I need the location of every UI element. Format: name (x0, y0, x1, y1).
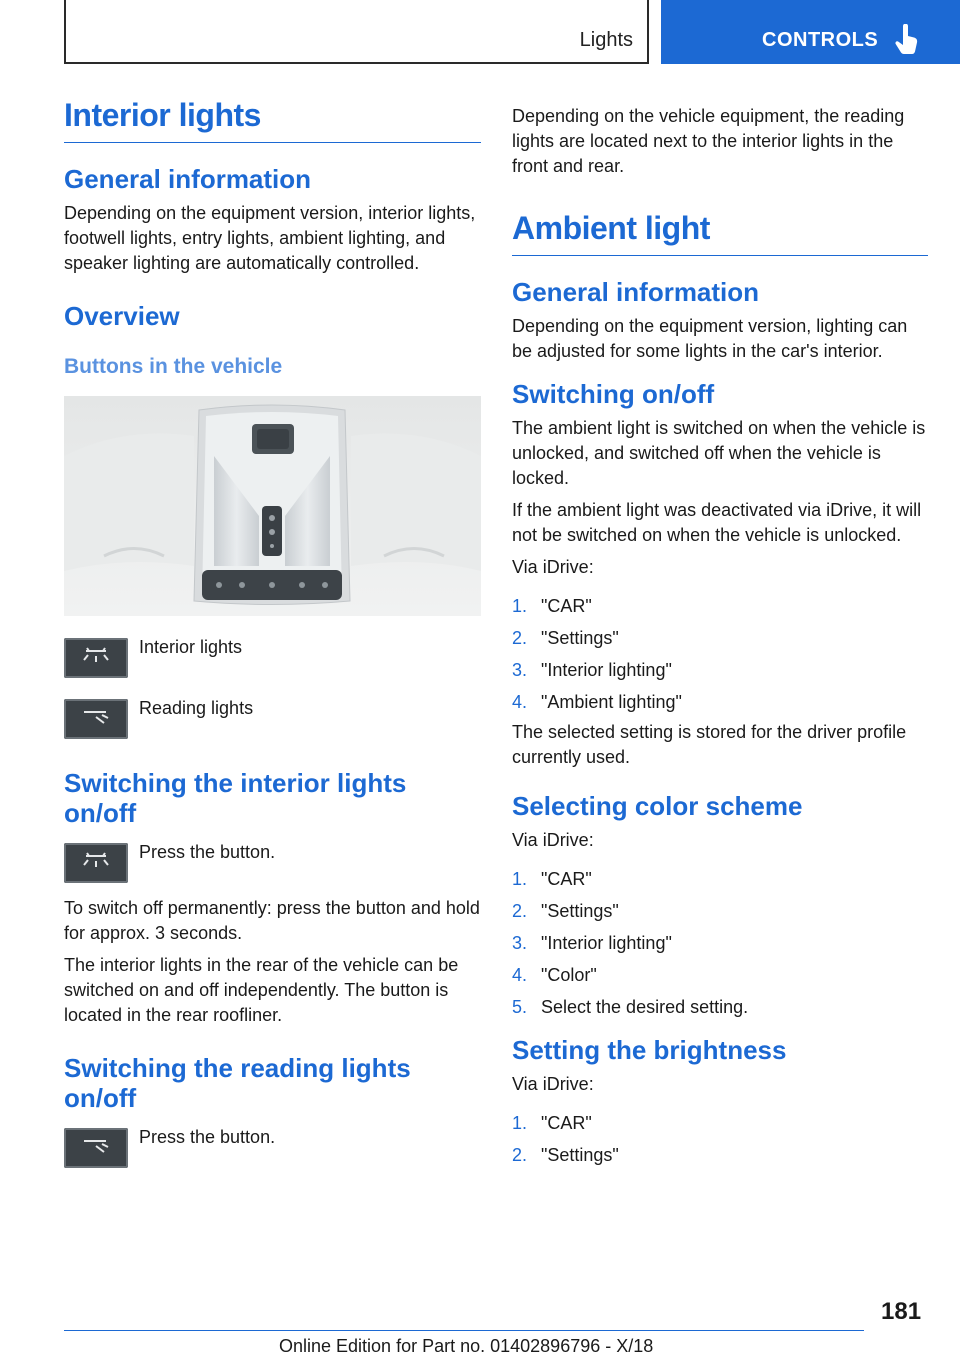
via-idrive-label: Via iDrive: (512, 557, 594, 578)
general-info-heading: General information (64, 164, 312, 195)
instruction-text: Press the button. (139, 842, 276, 863)
ambient-steps-list (512, 594, 928, 715)
page-title: Interior lights (64, 96, 481, 143)
header-section-title: Lights (579, 29, 633, 51)
switch-reading-heading: Switching the reading lights on/off (64, 1053, 411, 1114)
overview-heading: Overview (64, 301, 180, 332)
general-info-text: Depending on the equipment version, interior lights, footwell lights, entry lights, ambient lighting, and speaker lighting are automatically controlled. (64, 203, 476, 274)
ambient-light-title: Ambient light (512, 209, 928, 256)
deactivated-text: If the ambient light was deactivated via iDrive, it will not be switched on when the vehicle is unlocked. (512, 500, 922, 546)
footer-divider (64, 1330, 864, 1331)
pointing-hand-icon (894, 24, 920, 54)
list-item: 3. "Interior lighting" (512, 933, 672, 954)
legend-label: Reading lights (139, 698, 254, 719)
switch-off-permanent-text: To switch off permanently: press the button and hold for approx. 3 seconds. (64, 898, 480, 944)
right-column (512, 104, 928, 1175)
buttons-heading: Buttons in the vehicle (64, 355, 283, 379)
brightness-steps-list (512, 1111, 928, 1168)
page-number: 181 (881, 1298, 922, 1325)
brightness-heading: Setting the brightness (512, 1035, 787, 1066)
list-item: 4. "Color" (512, 965, 597, 986)
list-item: 2. "Settings" (512, 1144, 619, 1165)
list-item: 1. "CAR" (512, 869, 592, 890)
list-item: 4. "Ambient lighting" (512, 692, 682, 713)
roof-console-image (64, 396, 481, 616)
ambient-general-heading: General information (512, 277, 760, 308)
reading-light-icon (64, 699, 128, 739)
switch-interior-instruction (64, 843, 481, 883)
legend-interior-lights (64, 638, 481, 678)
header-chapter-tab (661, 0, 960, 64)
list-item: 1. "CAR" (512, 1112, 592, 1133)
switch-reading-instruction (64, 1128, 481, 1168)
ambient-general-text: Depending on the equipment version, lighting can be adjusted for some lights in the car's interior. (512, 316, 908, 362)
header-section-box (64, 0, 649, 64)
list-item: 1. "CAR" (512, 596, 592, 617)
color-scheme-heading: Selecting color scheme (512, 791, 803, 822)
reading-lights-location-text: Depending on the vehicle equipment, the reading lights are located next to the interior lights in the front and rear. (512, 106, 905, 176)
legend-label: Interior lights (139, 637, 243, 658)
roof-console-illustration (64, 396, 481, 616)
rear-lights-text: The interior lights in the rear of the vehicle can be switched on and off independently. The button is located in the rear roofliner. (64, 955, 459, 1026)
list-item: 2. "Settings" (512, 628, 619, 649)
interior-light-icon (64, 843, 128, 883)
list-item: 2. "Settings" (512, 901, 619, 922)
switch-on-off-text: The ambient light is switched on when the vehicle is unlocked, and switched off when the vehicle is locked. (512, 418, 926, 489)
reading-light-icon (64, 1128, 128, 1168)
instruction-text: Press the button. (139, 1126, 276, 1147)
interior-light-icon (64, 638, 128, 678)
legend-reading-lights (64, 699, 481, 739)
list-item: 5. Select the desired setting. (512, 997, 749, 1018)
color-steps-list (512, 867, 928, 1020)
header-chapter-title: CONTROLS (762, 29, 879, 51)
via-idrive-label: Via iDrive: (512, 1073, 594, 1094)
edition-text: Online Edition for Part no. 01402896796 - X/18 (279, 1336, 654, 1356)
switch-on-off-heading: Switching on/off (512, 379, 715, 410)
switch-interior-heading: Switching the interior lights on/off (64, 768, 407, 829)
list-item: 3. "Interior lighting" (512, 660, 672, 681)
left-column (64, 96, 481, 1168)
via-idrive-label: Via iDrive: (512, 830, 594, 851)
stored-setting-text: The selected setting is stored for the driver profile currently used. (512, 722, 907, 768)
